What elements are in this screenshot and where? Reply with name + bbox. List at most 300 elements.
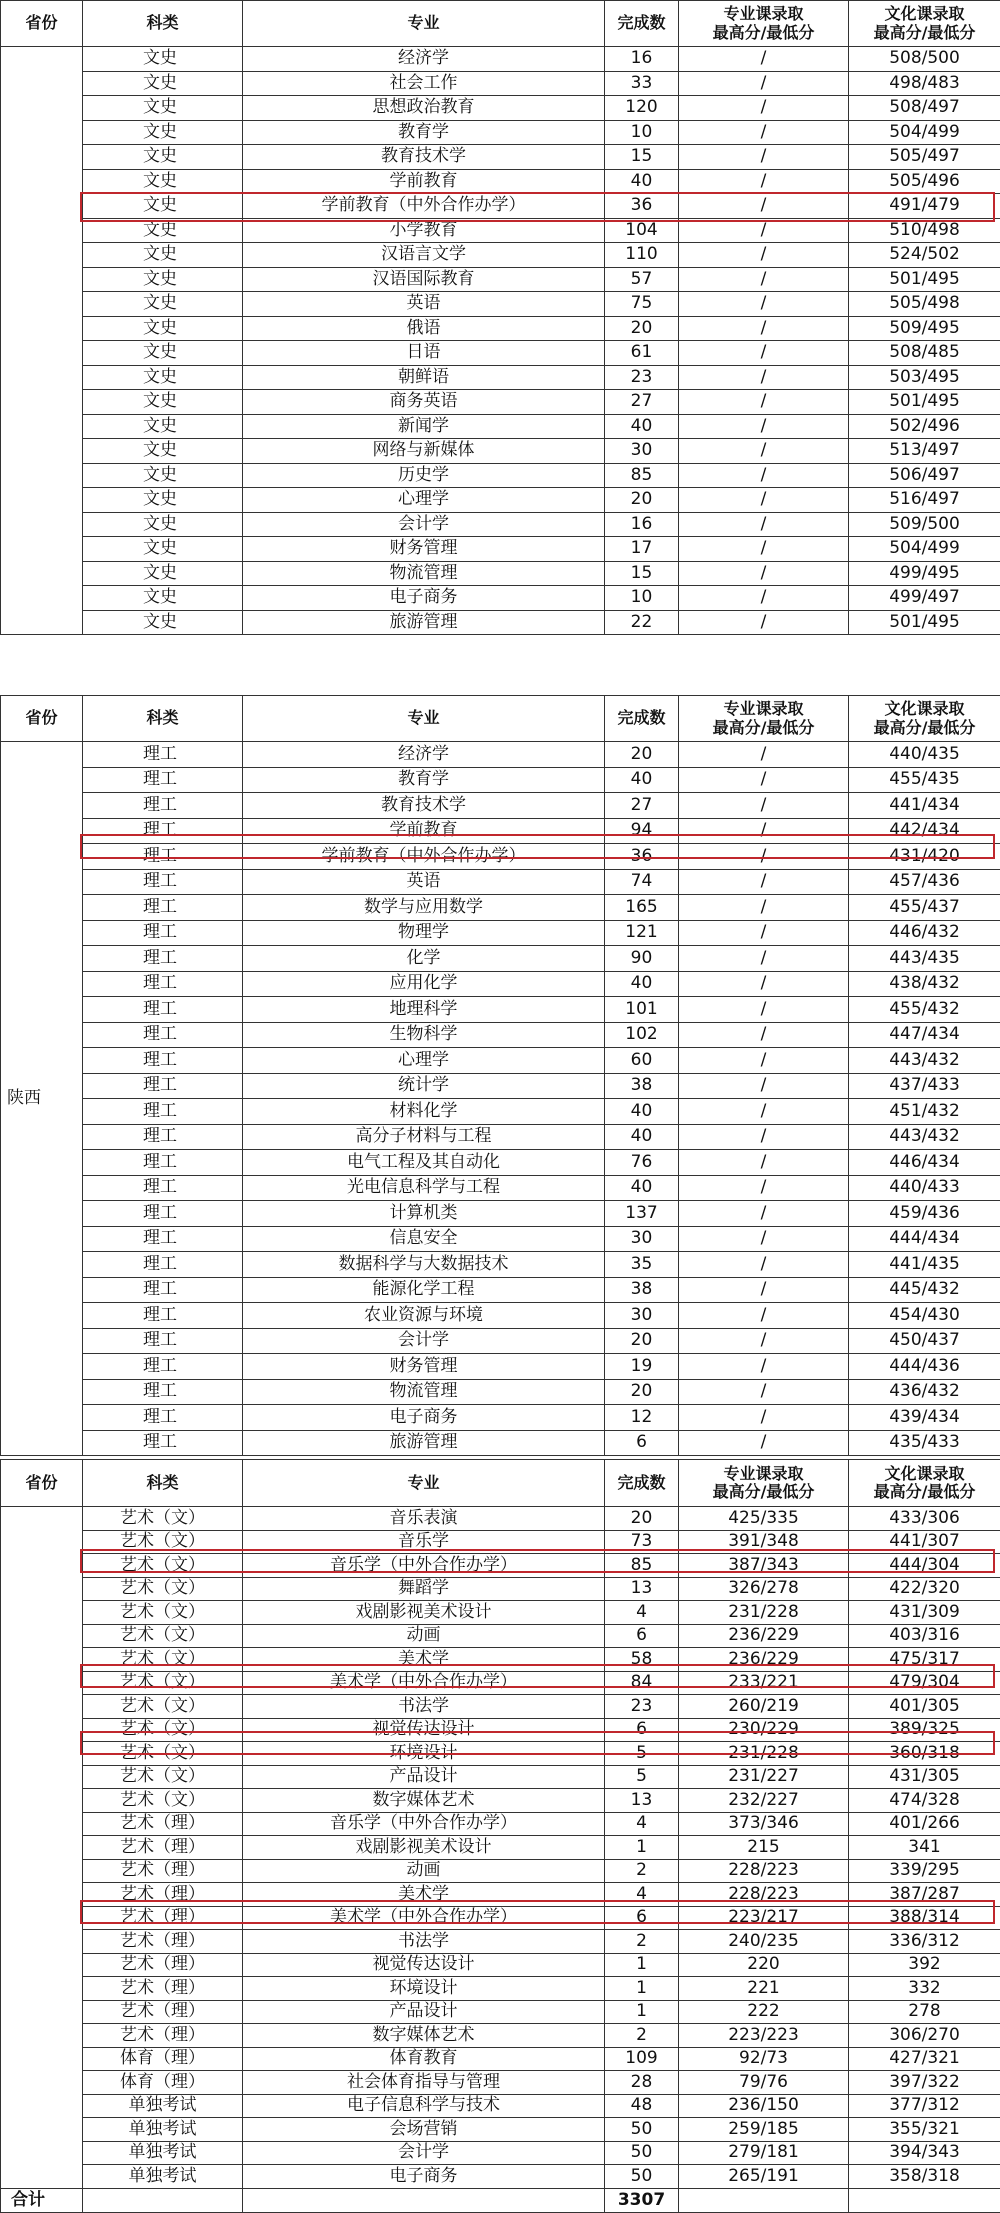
pro-score-cell: 387/343	[679, 1554, 849, 1578]
pro-score-cell: /	[679, 267, 849, 292]
major-cell: 电子商务	[243, 1405, 605, 1431]
pro-score-cell: /	[679, 316, 849, 341]
cul-score-cell: 278	[849, 2000, 1000, 2024]
major-cell: 统计学	[243, 1073, 605, 1099]
count-cell: 17	[605, 537, 679, 562]
cul-score-cell: 508/500	[849, 47, 1000, 72]
category-cell: 理工	[83, 1099, 243, 1125]
major-cell: 书法学	[243, 1695, 605, 1719]
category-cell: 艺术（理）	[83, 1883, 243, 1907]
category-cell: 文史	[83, 47, 243, 72]
category-cell: 理工	[83, 869, 243, 895]
pro-score-cell: /	[679, 390, 849, 415]
cul-score-cell: 499/497	[849, 586, 1000, 611]
table-row	[1, 1379, 1000, 1405]
cul-score-cell: 501/495	[849, 390, 1000, 415]
table-row	[1, 920, 1000, 946]
table-row	[1, 169, 1000, 194]
cul-score-cell: 510/498	[849, 218, 1000, 243]
major-cell: 应用化学	[243, 971, 605, 997]
major-cell: 视觉传达设计	[243, 1953, 605, 1977]
cul-score-cell: 358/318	[849, 2165, 1000, 2189]
category-cell: 理工	[83, 844, 243, 870]
table-row	[1, 1150, 1000, 1176]
cul-score-cell: 336/312	[849, 1930, 1000, 1954]
cul-score-cell: 454/430	[849, 1303, 1000, 1329]
cul-score-cell: 360/318	[849, 1742, 1000, 1766]
count-cell: 20	[605, 1379, 679, 1405]
pro-score-cell: /	[679, 512, 849, 537]
category-cell: 艺术（文）	[83, 1577, 243, 1601]
pro-score-cell: /	[679, 218, 849, 243]
table-row	[1, 439, 1000, 464]
category-cell: 理工	[83, 1073, 243, 1099]
category-cell: 文史	[83, 463, 243, 488]
category-cell: 艺术（文）	[83, 1718, 243, 1742]
cul-score-cell: 491/479	[849, 194, 1000, 219]
major-cell: 学前教育（中外合作办学）	[243, 844, 605, 870]
pro-score-cell: /	[679, 537, 849, 562]
count-cell: 40	[605, 1175, 679, 1201]
table-row	[1, 869, 1000, 895]
pro-score-cell: 221	[679, 1977, 849, 2001]
pro-score-cell: /	[679, 1379, 849, 1405]
table-row	[1, 1577, 1000, 1601]
major-cell: 戏剧影视美术设计	[243, 1601, 605, 1625]
major-cell: 美术学（中外合作办学）	[243, 1906, 605, 1930]
pro-score-cell: /	[679, 120, 849, 145]
cul-score-cell: 435/433	[849, 1430, 1000, 1456]
header-count: 完成数	[605, 1460, 679, 1507]
header-category: 科类	[83, 1, 243, 47]
total-row	[1, 2188, 1000, 2212]
category-cell: 文史	[83, 316, 243, 341]
count-cell: 40	[605, 1099, 679, 1125]
cul-score-cell: 394/343	[849, 2141, 1000, 2165]
header-count: 完成数	[605, 1, 679, 47]
pro-score-cell: 240/235	[679, 1930, 849, 1954]
cul-score-cell: 341	[849, 1836, 1000, 1860]
table-row	[1, 1883, 1000, 1907]
category-cell: 理工	[83, 1252, 243, 1278]
cul-score-cell: 355/321	[849, 2118, 1000, 2142]
cul-score-cell: 504/499	[849, 537, 1000, 562]
pro-score-cell: /	[679, 414, 849, 439]
pro-score-cell: 92/73	[679, 2047, 849, 2071]
major-cell: 经济学	[243, 742, 605, 768]
count-cell: 6	[605, 1906, 679, 1930]
major-cell: 社会工作	[243, 71, 605, 96]
count-cell: 20	[605, 1328, 679, 1354]
category-cell: 艺术（理）	[83, 1906, 243, 1930]
category-cell: 理工	[83, 1430, 243, 1456]
header-province: 省份	[1, 1460, 83, 1507]
pro-score-cell: /	[679, 439, 849, 464]
cul-score-cell: 392	[849, 1953, 1000, 1977]
cul-score-cell: 444/436	[849, 1354, 1000, 1380]
major-cell: 小学教育	[243, 218, 605, 243]
table-row	[1, 1507, 1000, 1531]
category-cell: 艺术（文）	[83, 1789, 243, 1813]
cul-score-cell: 389/325	[849, 1718, 1000, 1742]
pro-score-cell: /	[679, 946, 849, 972]
category-cell: 理工	[83, 1354, 243, 1380]
category-cell: 艺术（理）	[83, 1836, 243, 1860]
count-cell: 30	[605, 1226, 679, 1252]
major-cell: 汉语言文学	[243, 243, 605, 268]
header-major: 专业	[243, 696, 605, 742]
pro-score-cell: /	[679, 1124, 849, 1150]
count-cell: 23	[605, 365, 679, 390]
table-row	[1, 96, 1000, 121]
pro-score-cell: 222	[679, 2000, 849, 2024]
cul-score-cell: 440/435	[849, 742, 1000, 768]
count-cell: 30	[605, 439, 679, 464]
major-cell: 视觉传达设计	[243, 1718, 605, 1742]
cul-score-cell: 447/434	[849, 1022, 1000, 1048]
major-cell: 戏剧影视美术设计	[243, 1836, 605, 1860]
major-cell: 计算机类	[243, 1201, 605, 1227]
table-row	[1, 793, 1000, 819]
category-cell: 理工	[83, 1303, 243, 1329]
table-row	[1, 1530, 1000, 1554]
table-row	[1, 1226, 1000, 1252]
count-cell: 4	[605, 1601, 679, 1625]
cul-score-cell: 436/432	[849, 1379, 1000, 1405]
pro-score-cell: /	[679, 1048, 849, 1074]
pro-score-cell: /	[679, 767, 849, 793]
major-cell: 教育学	[243, 767, 605, 793]
major-cell: 财务管理	[243, 1354, 605, 1380]
table-row	[1, 1624, 1000, 1648]
cul-score-cell: 504/499	[849, 120, 1000, 145]
pro-score-cell: /	[679, 488, 849, 513]
cul-score-cell: 401/266	[849, 1812, 1000, 1836]
count-cell: 102	[605, 1022, 679, 1048]
count-cell: 76	[605, 1150, 679, 1176]
pro-score-cell: /	[679, 1252, 849, 1278]
count-cell: 74	[605, 869, 679, 895]
major-cell: 会计学	[243, 512, 605, 537]
count-cell: 61	[605, 341, 679, 366]
category-cell: 理工	[83, 1175, 243, 1201]
major-cell: 英语	[243, 869, 605, 895]
count-cell: 137	[605, 1201, 679, 1227]
category-cell: 理工	[83, 920, 243, 946]
major-cell: 英语	[243, 292, 605, 317]
count-cell: 22	[605, 610, 679, 635]
count-cell: 38	[605, 1277, 679, 1303]
pro-score-cell: 425/335	[679, 1507, 849, 1531]
count-cell: 10	[605, 120, 679, 145]
pro-score-cell: /	[679, 1277, 849, 1303]
table-row	[1, 2165, 1000, 2189]
major-cell: 学前教育	[243, 169, 605, 194]
cul-score-cell: 422/320	[849, 1577, 1000, 1601]
major-cell: 物理学	[243, 920, 605, 946]
pro-score-cell: /	[679, 463, 849, 488]
header-province: 省份	[1, 696, 83, 742]
count-cell: 13	[605, 1789, 679, 1813]
table-row	[1, 1718, 1000, 1742]
count-cell: 1	[605, 1977, 679, 2001]
cul-score-cell: 499/495	[849, 561, 1000, 586]
category-cell: 理工	[83, 1022, 243, 1048]
category-cell: 艺术（理）	[83, 1859, 243, 1883]
major-cell: 音乐学	[243, 1530, 605, 1554]
cul-score-cell: 508/497	[849, 96, 1000, 121]
pro-score-cell: /	[679, 1022, 849, 1048]
table-row	[1, 1906, 1000, 1930]
cul-score-cell: 431/420	[849, 844, 1000, 870]
major-cell: 美术学（中外合作办学）	[243, 1671, 605, 1695]
pro-score-cell: 228/223	[679, 1883, 849, 1907]
category-cell: 理工	[83, 1328, 243, 1354]
table-row	[1, 1953, 1000, 1977]
count-cell: 84	[605, 1671, 679, 1695]
cul-score-cell: 505/498	[849, 292, 1000, 317]
table-row	[1, 316, 1000, 341]
count-cell: 60	[605, 1048, 679, 1074]
major-cell: 高分子材料与工程	[243, 1124, 605, 1150]
major-cell: 会计学	[243, 1328, 605, 1354]
count-cell: 101	[605, 997, 679, 1023]
cul-score-cell: 455/435	[849, 767, 1000, 793]
category-cell: 体育（理）	[83, 2047, 243, 2071]
count-cell: 110	[605, 243, 679, 268]
pro-score-cell: /	[679, 818, 849, 844]
cul-score-cell: 306/270	[849, 2024, 1000, 2048]
table-row	[1, 537, 1000, 562]
category-cell: 艺术（文）	[83, 1742, 243, 1766]
pro-score-cell: /	[679, 341, 849, 366]
category-cell: 理工	[83, 971, 243, 997]
table-row	[1, 1648, 1000, 1672]
category-cell: 文史	[83, 488, 243, 513]
header-cul-score: 文化课录取 最高分/最低分	[849, 696, 1000, 742]
table-row	[1, 946, 1000, 972]
category-cell: 文史	[83, 512, 243, 537]
major-cell: 旅游管理	[243, 1430, 605, 1456]
pro-score-cell: /	[679, 96, 849, 121]
category-cell: 理工	[83, 767, 243, 793]
major-cell: 电子信息科学与技术	[243, 2094, 605, 2118]
pro-score-cell: /	[679, 365, 849, 390]
count-cell: 85	[605, 1554, 679, 1578]
cul-score-cell: 459/436	[849, 1201, 1000, 1227]
table-row	[1, 1303, 1000, 1329]
table-row	[1, 997, 1000, 1023]
table-row	[1, 1048, 1000, 1074]
table-row	[1, 1022, 1000, 1048]
major-cell: 新闻学	[243, 414, 605, 439]
cul-score-cell: 441/434	[849, 793, 1000, 819]
pro-score-cell: 231/228	[679, 1742, 849, 1766]
table-row	[1, 390, 1000, 415]
cul-score-cell: 502/496	[849, 414, 1000, 439]
pro-score-cell: /	[679, 169, 849, 194]
cul-score-cell: 444/304	[849, 1554, 1000, 1578]
category-cell: 理工	[83, 1405, 243, 1431]
pro-score-cell: 230/229	[679, 1718, 849, 1742]
category-cell: 文史	[83, 169, 243, 194]
count-cell: 20	[605, 1507, 679, 1531]
table-row	[1, 218, 1000, 243]
cul-score-cell: 437/433	[849, 1073, 1000, 1099]
table-row	[1, 742, 1000, 768]
pro-score-cell: 79/76	[679, 2071, 849, 2095]
pro-score-cell: /	[679, 1430, 849, 1456]
major-cell: 信息安全	[243, 1226, 605, 1252]
count-cell: 2	[605, 1930, 679, 1954]
pro-score-cell: /	[679, 194, 849, 219]
count-cell: 6	[605, 1624, 679, 1648]
category-cell: 艺术（理）	[83, 1977, 243, 2001]
major-cell: 思想政治教育	[243, 96, 605, 121]
category-cell: 理工	[83, 1226, 243, 1252]
cul-score-cell: 455/432	[849, 997, 1000, 1023]
category-cell: 艺术（理）	[83, 2000, 243, 2024]
category-cell: 理工	[83, 895, 243, 921]
cul-score-cell: 431/309	[849, 1601, 1000, 1625]
count-cell: 13	[605, 1577, 679, 1601]
pro-score-cell: /	[679, 561, 849, 586]
category-cell: 艺术（理）	[83, 1953, 243, 1977]
pro-score-cell: 220	[679, 1953, 849, 1977]
major-cell: 教育技术学	[243, 793, 605, 819]
pro-score-cell: /	[679, 920, 849, 946]
table-row	[1, 1977, 1000, 2001]
major-cell: 环境设计	[243, 1742, 605, 1766]
cul-score-cell: 438/432	[849, 971, 1000, 997]
pro-score-cell: 373/346	[679, 1812, 849, 1836]
pro-score-cell: /	[679, 610, 849, 635]
count-cell: 48	[605, 2094, 679, 2118]
major-cell: 社会体育指导与管理	[243, 2071, 605, 2095]
category-cell: 文史	[83, 96, 243, 121]
category-cell: 文史	[83, 561, 243, 586]
category-cell: 艺术（文）	[83, 1671, 243, 1695]
major-cell: 舞蹈学	[243, 1577, 605, 1601]
count-cell: 28	[605, 2071, 679, 2095]
category-cell: 文史	[83, 439, 243, 464]
header-major: 专业	[243, 1, 605, 47]
cul-score-cell: 440/433	[849, 1175, 1000, 1201]
pro-score-cell: 236/229	[679, 1624, 849, 1648]
major-cell: 物流管理	[243, 561, 605, 586]
count-cell: 12	[605, 1405, 679, 1431]
count-cell: 2	[605, 2024, 679, 2048]
empty-cell	[243, 2188, 605, 2212]
category-cell: 理工	[83, 1048, 243, 1074]
category-cell: 文史	[83, 267, 243, 292]
major-cell: 产品设计	[243, 1765, 605, 1789]
major-cell: 电气工程及其自动化	[243, 1150, 605, 1176]
cul-score-cell: 509/500	[849, 512, 1000, 537]
cul-score-cell: 446/432	[849, 920, 1000, 946]
count-cell: 73	[605, 1530, 679, 1554]
cul-score-cell: 503/495	[849, 365, 1000, 390]
pro-score-cell: /	[679, 71, 849, 96]
category-cell: 单独考试	[83, 2118, 243, 2142]
table-row	[1, 1099, 1000, 1125]
count-cell: 50	[605, 2141, 679, 2165]
count-cell: 104	[605, 218, 679, 243]
count-cell: 20	[605, 316, 679, 341]
pro-score-cell: /	[679, 586, 849, 611]
count-cell: 94	[605, 818, 679, 844]
pro-score-cell: 279/181	[679, 2141, 849, 2165]
province-cell	[1, 47, 83, 635]
cul-score-cell: 433/306	[849, 1507, 1000, 1531]
pro-score-cell: 232/227	[679, 1789, 849, 1813]
total-value: 3307	[605, 2188, 679, 2212]
category-cell: 文史	[83, 120, 243, 145]
table-row	[1, 71, 1000, 96]
category-cell: 理工	[83, 946, 243, 972]
category-cell: 单独考试	[83, 2094, 243, 2118]
category-cell: 理工	[83, 1379, 243, 1405]
category-cell: 艺术（文）	[83, 1695, 243, 1719]
total-label: 合计	[1, 2188, 83, 2212]
count-cell: 90	[605, 946, 679, 972]
category-cell: 艺术（文）	[83, 1765, 243, 1789]
pro-score-cell: /	[679, 1328, 849, 1354]
table-row	[1, 267, 1000, 292]
major-cell: 教育学	[243, 120, 605, 145]
major-cell: 历史学	[243, 463, 605, 488]
category-cell: 文史	[83, 145, 243, 170]
pro-score-cell: /	[679, 1073, 849, 1099]
pro-score-cell: /	[679, 997, 849, 1023]
pro-score-cell: 265/191	[679, 2165, 849, 2189]
table-row	[1, 292, 1000, 317]
count-cell: 120	[605, 96, 679, 121]
major-cell: 产品设计	[243, 2000, 605, 2024]
table-row	[1, 47, 1000, 72]
pro-score-cell: /	[679, 292, 849, 317]
table-row	[1, 2047, 1000, 2071]
table-row	[1, 971, 1000, 997]
cul-score-cell: 524/502	[849, 243, 1000, 268]
table-row	[1, 1836, 1000, 1860]
category-cell: 艺术（理）	[83, 1930, 243, 1954]
count-cell: 20	[605, 488, 679, 513]
pro-score-cell: /	[679, 47, 849, 72]
pro-score-cell: 326/278	[679, 1577, 849, 1601]
admission-table-liberal-arts	[0, 0, 1000, 635]
table-row	[1, 1601, 1000, 1625]
cul-score-cell: 446/434	[849, 1150, 1000, 1176]
pro-score-cell: /	[679, 1354, 849, 1380]
cul-score-cell: 427/321	[849, 2047, 1000, 2071]
category-cell: 理工	[83, 1124, 243, 1150]
category-cell: 艺术（理）	[83, 2024, 243, 2048]
major-cell: 财务管理	[243, 537, 605, 562]
pro-score-cell: 215	[679, 1836, 849, 1860]
major-cell: 音乐学（中外合作办学）	[243, 1812, 605, 1836]
table-row	[1, 2000, 1000, 2024]
pro-score-cell: 223/217	[679, 1906, 849, 1930]
count-cell: 165	[605, 895, 679, 921]
cul-score-cell: 339/295	[849, 1859, 1000, 1883]
major-cell: 会场营销	[243, 2118, 605, 2142]
major-cell: 商务英语	[243, 390, 605, 415]
pro-score-cell: 236/150	[679, 2094, 849, 2118]
cul-score-cell: 445/432	[849, 1277, 1000, 1303]
header-cul-score: 文化课录取 最高分/最低分	[849, 1460, 1000, 1507]
count-cell: 121	[605, 920, 679, 946]
